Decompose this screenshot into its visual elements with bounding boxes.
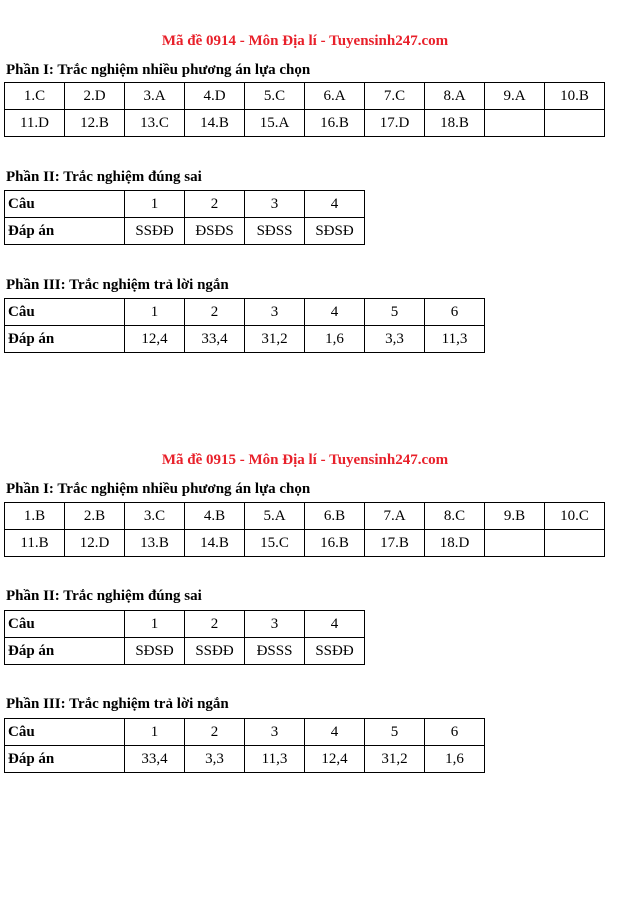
answer-cell: 8.A (425, 83, 485, 110)
answer-cell: 3,3 (365, 326, 425, 353)
answer-cell: 14.B (185, 530, 245, 557)
answer-cell: 1.B (5, 503, 65, 530)
question-number: 4 (305, 719, 365, 746)
answer-cell (545, 530, 605, 557)
table-row (5, 719, 485, 746)
answer-cell: 18.D (425, 530, 485, 557)
part1-title: Phần I: Trắc nghiệm nhiều phương án lựa chọn (6, 481, 311, 497)
answer-cell: 1,6 (425, 746, 485, 773)
answer-cell: 4.D (185, 83, 245, 110)
exam-title: Mã đề 0915 - Môn Địa lí - Tuyensinh247.com (161, 452, 449, 468)
answer-cell: 15.A (245, 110, 305, 137)
part1-title: Phần I: Trắc nghiệm nhiều phương án lựa chọn (6, 62, 311, 78)
question-number: 6 (425, 719, 485, 746)
answer-cell: 31,2 (245, 326, 305, 353)
answer-cell: SĐSĐ (125, 638, 185, 665)
question-number: 4 (305, 191, 365, 218)
answer-cell: 14.B (185, 110, 245, 137)
answer-cell: 31,2 (365, 746, 425, 773)
answer-cell: 7.A (365, 503, 425, 530)
part2-answer-table (4, 610, 365, 665)
answer-cell: 13.C (125, 110, 185, 137)
table-row (5, 530, 605, 557)
question-number: 3 (245, 719, 305, 746)
answer-cell: 11.B (5, 530, 65, 557)
table-row (5, 503, 605, 530)
answer-cell (545, 110, 605, 137)
table-row (5, 299, 485, 326)
answer-cell: ĐSSS (245, 638, 305, 665)
table-row (5, 191, 365, 218)
answer-cell: 4.B (185, 503, 245, 530)
answer-cell: 3,3 (185, 746, 245, 773)
answer-cell (485, 530, 545, 557)
row-label: Câu (5, 299, 125, 326)
question-number: 1 (125, 299, 185, 326)
table-row (5, 110, 605, 137)
part2-title: Phần II: Trắc nghiệm đúng sai (6, 169, 202, 185)
answer-cell: 5.A (245, 503, 305, 530)
answer-cell: SĐSS (245, 218, 305, 245)
question-number: 1 (125, 611, 185, 638)
question-number: 2 (185, 719, 245, 746)
answer-cell: 1.C (5, 83, 65, 110)
answer-cell: 10.C (545, 503, 605, 530)
answer-cell: 2.B (65, 503, 125, 530)
answer-cell: 2.D (65, 83, 125, 110)
answer-cell: 1,6 (305, 326, 365, 353)
answer-cell: 12.B (65, 110, 125, 137)
table-row (5, 638, 365, 665)
answer-cell: 11,3 (425, 326, 485, 353)
answer-cell: 3.C (125, 503, 185, 530)
answer-cell: 16.B (305, 110, 365, 137)
answer-cell (485, 110, 545, 137)
answer-cell: SSĐĐ (125, 218, 185, 245)
answer-cell: 15.C (245, 530, 305, 557)
row-label: Đáp án (5, 746, 125, 773)
row-label: Đáp án (5, 218, 125, 245)
answer-cell: 7.C (365, 83, 425, 110)
question-number: 5 (365, 299, 425, 326)
question-number: 2 (185, 611, 245, 638)
answer-cell: 5.C (245, 83, 305, 110)
question-number: 1 (125, 719, 185, 746)
row-label: Câu (5, 611, 125, 638)
row-label: Đáp án (5, 326, 125, 353)
part3-title: Phần III: Trắc nghiệm trả lời ngắn (6, 277, 229, 293)
answer-cell: 6.A (305, 83, 365, 110)
part1-answer-table (4, 502, 605, 557)
answer-cell: 33,4 (185, 326, 245, 353)
table-row (5, 326, 485, 353)
answer-cell: 12.D (65, 530, 125, 557)
part3-answer-table (4, 718, 485, 773)
answer-cell: 16.B (305, 530, 365, 557)
row-label: Câu (5, 191, 125, 218)
table-row (5, 218, 365, 245)
answer-cell: SSĐĐ (185, 638, 245, 665)
part3-title: Phần III: Trắc nghiệm trả lời ngắn (6, 696, 229, 712)
answer-cell: 9.A (485, 83, 545, 110)
answer-cell: ĐSĐS (185, 218, 245, 245)
answer-cell: 12,4 (305, 746, 365, 773)
question-number: 2 (185, 299, 245, 326)
answer-cell: 17.B (365, 530, 425, 557)
part1-answer-table (4, 82, 605, 137)
question-number: 4 (305, 299, 365, 326)
question-number: 3 (245, 299, 305, 326)
answer-cell: 11,3 (245, 746, 305, 773)
question-number: 3 (245, 191, 305, 218)
answer-cell: 8.C (425, 503, 485, 530)
question-number: 6 (425, 299, 485, 326)
answer-cell: SĐSĐ (305, 218, 365, 245)
question-number: 3 (245, 611, 305, 638)
table-row (5, 611, 365, 638)
answer-cell: 12,4 (125, 326, 185, 353)
row-label: Câu (5, 719, 125, 746)
answer-cell: 18.B (425, 110, 485, 137)
answer-cell: SSĐĐ (305, 638, 365, 665)
question-number: 2 (185, 191, 245, 218)
question-number: 5 (365, 719, 425, 746)
part2-answer-table (4, 190, 365, 245)
answer-cell: 17.D (365, 110, 425, 137)
answer-cell: 11.D (5, 110, 65, 137)
answer-cell: 3.A (125, 83, 185, 110)
answer-cell: 33,4 (125, 746, 185, 773)
table-row (5, 83, 605, 110)
question-number: 4 (305, 611, 365, 638)
answer-cell: 9.B (485, 503, 545, 530)
answer-cell: 13.B (125, 530, 185, 557)
part2-title: Phần II: Trắc nghiệm đúng sai (6, 588, 202, 604)
row-label: Đáp án (5, 638, 125, 665)
answer-cell: 6.B (305, 503, 365, 530)
part3-answer-table (4, 298, 485, 353)
exam-title: Mã đề 0914 - Môn Địa lí - Tuyensinh247.com (161, 33, 449, 49)
question-number: 1 (125, 191, 185, 218)
table-row (5, 746, 485, 773)
answer-cell: 10.B (545, 83, 605, 110)
